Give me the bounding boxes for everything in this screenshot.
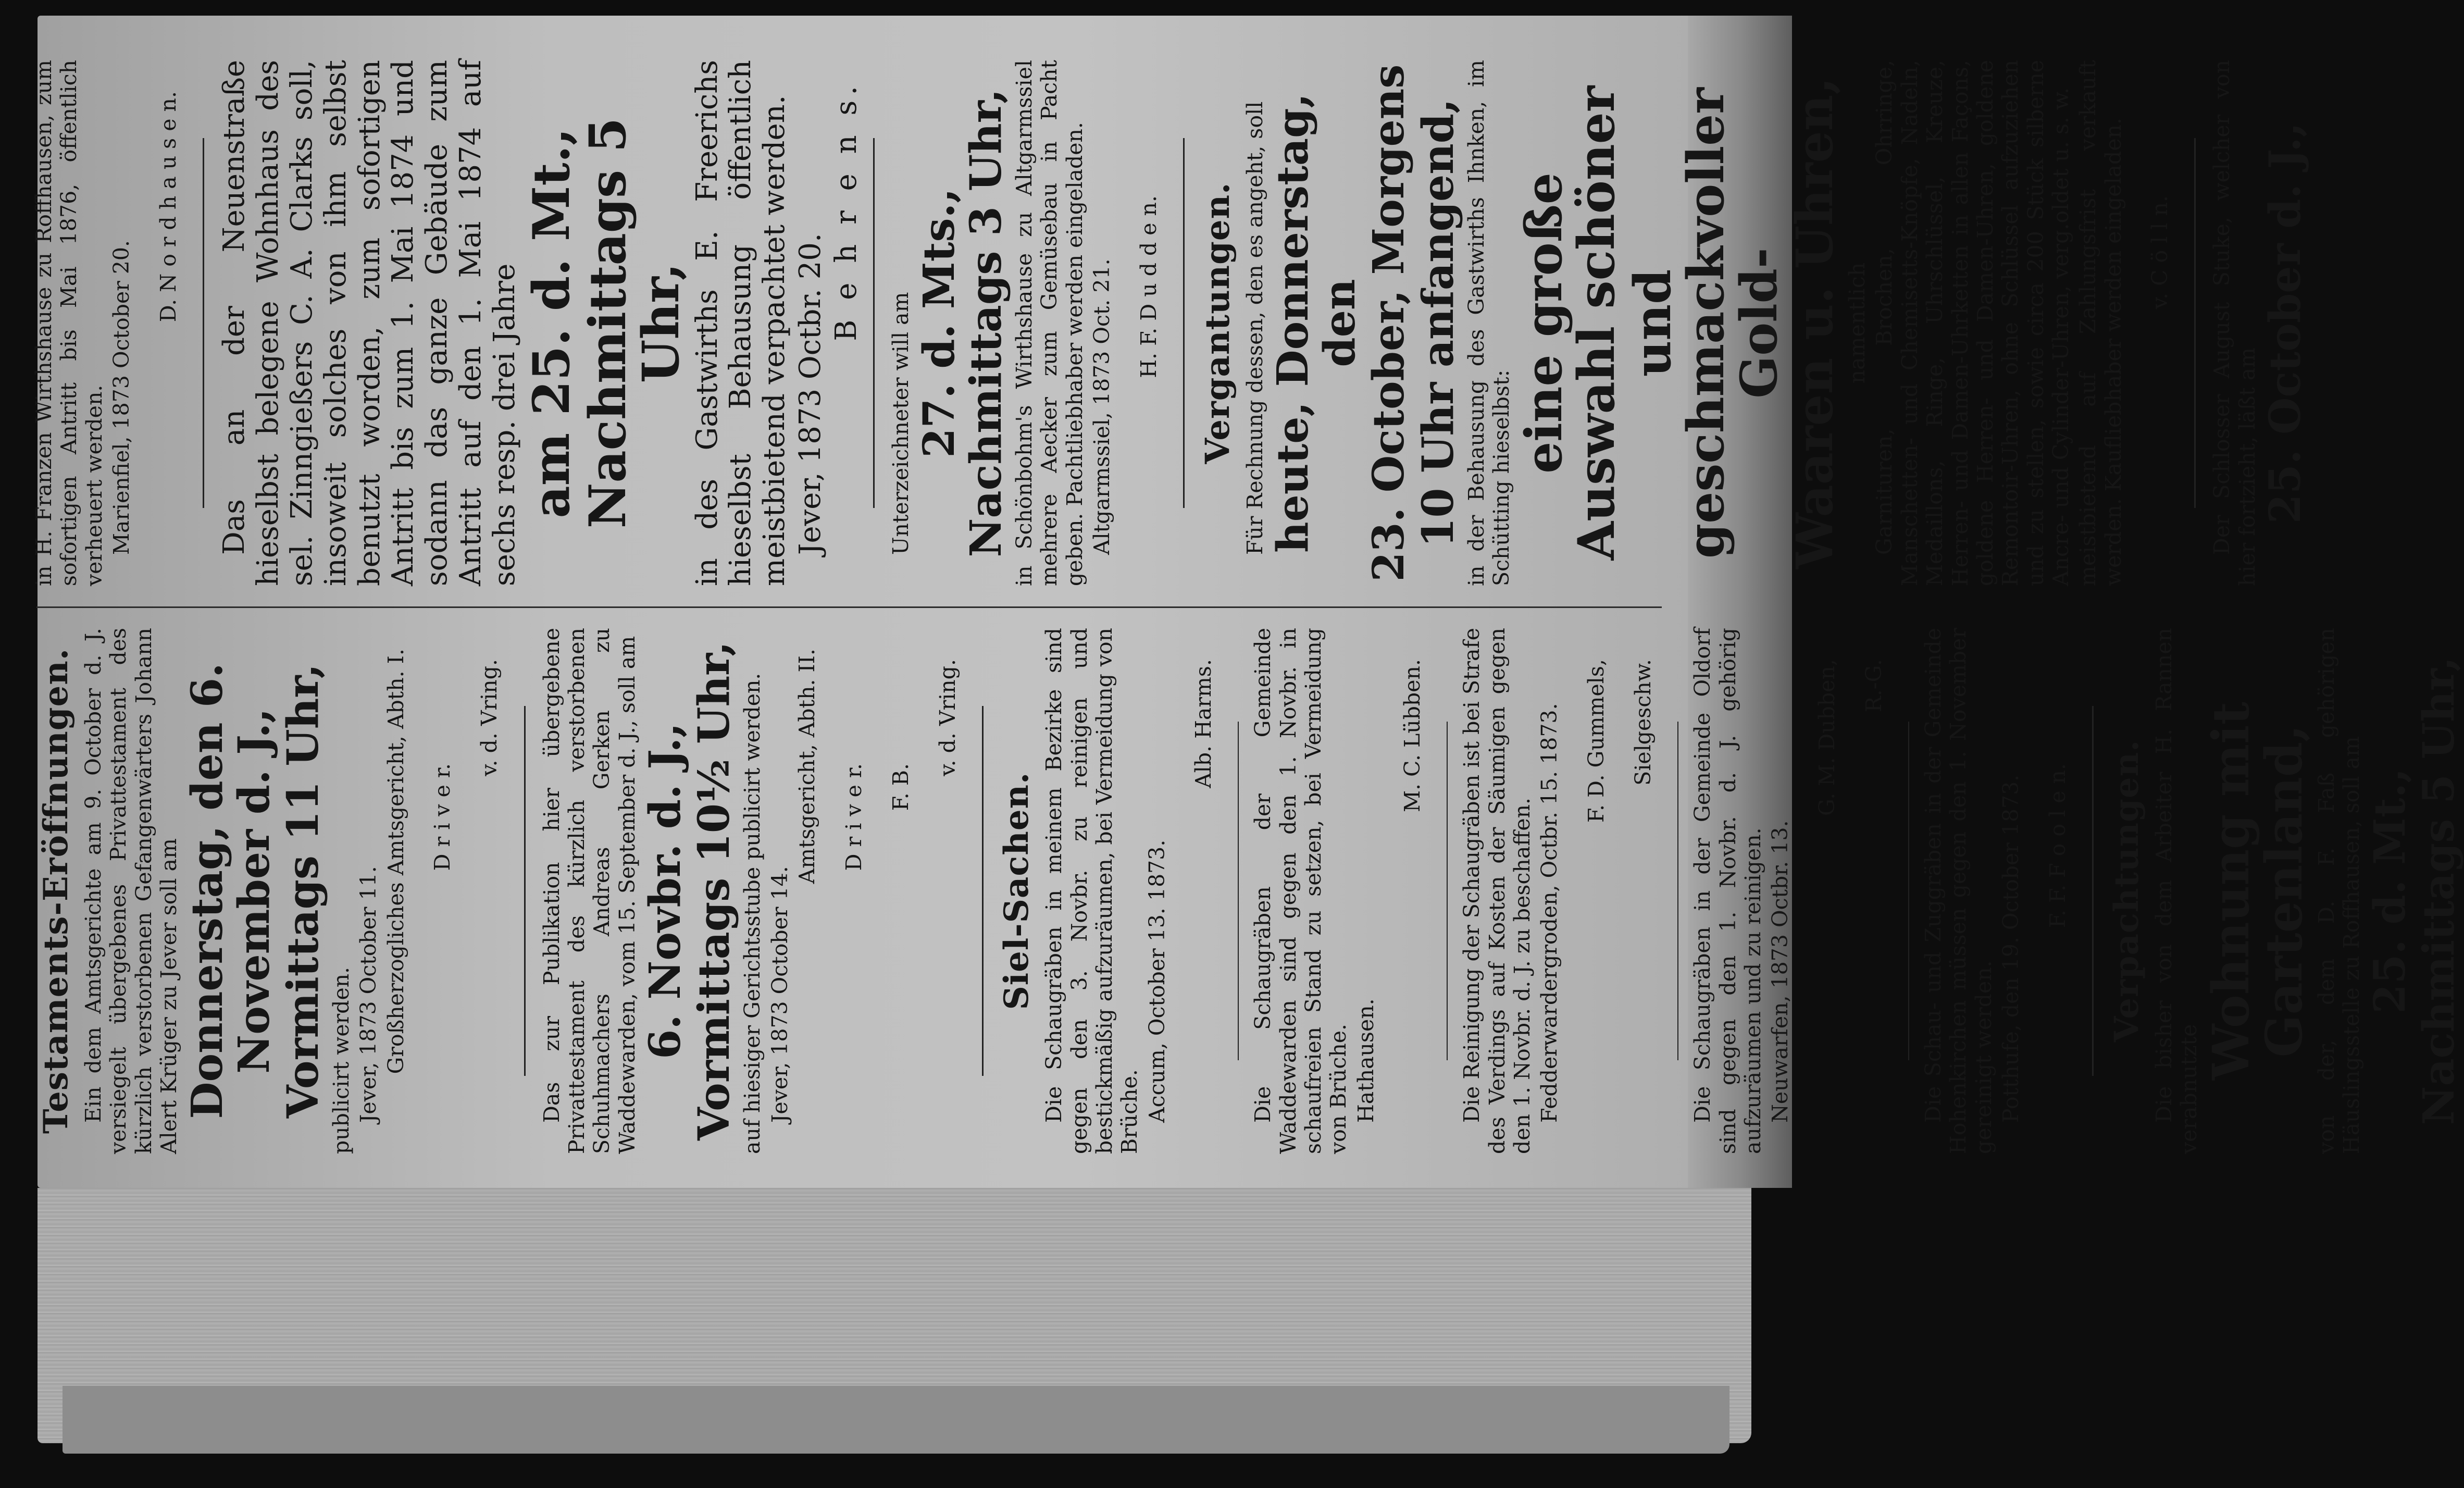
vergantung-body-2: in der Behausung des Gastwirths Ihnken, im Schütting hieselbst:	[1463, 60, 1514, 586]
vergantung-date-line: 23. October, Morgens	[1364, 64, 1414, 582]
divider	[2194, 138, 2196, 508]
wohnhaus-notice	[218, 60, 864, 586]
column-left	[31, 612, 2464, 1164]
aecker-body: in Schönbohm's Wirthshause zu Altgarmssiel mehrere Aecker zum Gemüsebau in Pacht geben. Pachtliebhaber werden eingeladen.	[1012, 60, 1087, 586]
divider	[1447, 722, 1448, 1060]
privat-date: Jever, 1873 October 14.	[767, 866, 792, 1123]
vergantung-goods-line-1: eine große Auswahl schöner	[1514, 85, 1626, 561]
testament-tail: publicirt werden.	[329, 966, 354, 1154]
vergantung-goods-line-2: und geschmackvoller Gold-	[1623, 88, 1788, 559]
verpachtung-body-2: von der, dem D. F. Faß gehörigen Häuslingsstelle zu Roffhausen, soll am	[2313, 628, 2365, 1154]
schlosser-body: Der Schlosser August Stuke, welcher von hier fortzieht, läßt am	[2209, 60, 2260, 586]
privat-testament-notice	[539, 628, 961, 1154]
vergantung-tail: meistbietend auf Zahlungsfrist verkauft werden. Kaufliebhaber werden eingeladen.	[2075, 60, 2126, 586]
privat-time-line: Vormittags 10½ Uhr,	[689, 641, 740, 1140]
divider	[873, 138, 875, 508]
verpachtung-date-line: 25. d. Mt.,	[2365, 768, 2415, 1014]
privat-body: Das zur Publikation hier übergebene Privattestament des kürzlich verstorbenen Schuhmachers Andreas Gerken zu Waddewarden, vom 15. September d. J., soll am	[539, 628, 640, 1154]
verpachtung-heading: Verpachtungen.	[2107, 739, 2146, 1043]
column-rule	[36, 606, 1662, 608]
siel-notice-1-date: Accum, October 13. 1873.	[1144, 839, 1169, 1123]
siel-notice-1-body: Die Schaugräben in meinem Bezirke sind gegen den 3. Novbr. zu reinigen und bestickmäßig aufzuräumen, bei Vermeidung von Brüche.	[1041, 628, 1142, 1154]
privat-date-line: 6. Novbr. d. J.,	[640, 723, 691, 1059]
verpachtung-time-line: Nachmittags 5 Uhr,	[2413, 656, 2464, 1125]
verpachtung-notice	[2107, 628, 2462, 1154]
testament-signer: D r i v e r.	[430, 763, 455, 871]
testament-authority: Großherzogliches Amtsgericht, Abth. I.	[383, 649, 408, 1074]
testament-body: Ein dem Amtsgerichte am 9. October d. J. versiegelt übergebenes Privattestament des kürzlich verstorbenen Gefangenwärters Johann Alert Krüger zu Jever soll am	[81, 628, 182, 1154]
siel-notice-2-body: Die Schaugräben der Gemeinde Waddewarden sind gegen den 1. Novbr. in schaufreien Stand zu setzen, bei Vermeidung von Brüche.	[1250, 628, 1351, 1154]
verheuerung-body: in H. Franzen Wirthshause zu Roffhausen, zum sofortigen Antritt bis Mai 1876, öffentlich verheuert werden.	[31, 60, 107, 586]
wohnhaus-date-line: am 25. d. Mt.,	[522, 128, 581, 518]
aecker-date-line: 27. d. Mts., Nachmittags 3 Uhr,	[914, 89, 1011, 557]
testament-date-line: Donnerstag, den 6. November d. J.,	[182, 663, 279, 1119]
vergantung-namentlich: namentlich	[1845, 262, 1870, 384]
siel-heading: Siel-Sachen.	[997, 772, 1037, 1010]
privat-signer2: v. d. Vring.	[935, 659, 960, 776]
siel-notice-4-signer2: R.-G.	[1861, 659, 1886, 713]
verpachtung-body-1: Die bisher von dem Arbeiter H. Rannen verabnutzte	[2151, 628, 2202, 1154]
vergantung-time-line: 10 Uhr anfangend,	[1413, 98, 1463, 548]
vergantung-day-line: heute, Donnerstag, den	[1268, 93, 1365, 553]
vergantung-goods-line-3: Waaren u. Uhren,	[1785, 77, 1845, 569]
aecker-notice	[888, 60, 1161, 586]
siel-notice-3-body: Die Reinigung der Schaugräben ist bei Strafe des Verdings auf Kosten der Säumigen gegen den 1. Novbr. d. J. zu beschaffen.	[1459, 628, 1535, 1154]
siel-notice-3-signer2: Sielgeschw.	[1630, 659, 1656, 786]
divider	[524, 706, 526, 1076]
siel-notice-2-place: Hathausen.	[1353, 998, 1378, 1123]
divider	[2092, 706, 2094, 1076]
privat-signer: D r i v e r.	[841, 763, 866, 871]
testament-signer2: v. d. Vring.	[477, 659, 502, 776]
verheuerung-signer: D. N o r d h a u s e n.	[155, 91, 181, 323]
divider	[1908, 722, 1909, 1060]
testament-notice	[36, 628, 503, 1154]
divider	[1183, 138, 1185, 508]
aecker-intro: Unterzeichneter will am	[888, 292, 914, 555]
wohnhaus-time-line: Nachmittags 5 Uhr,	[578, 117, 690, 529]
newspaper-page	[31, 49, 2464, 1164]
vergantung-signer: v. C ö l l n.	[2147, 195, 2173, 309]
aecker-date: Altgarmssiel, 1873 Oct. 21.	[1089, 258, 1115, 555]
wohnhaus-date: Jever, 1873 Octbr. 20.	[793, 233, 828, 555]
divider	[1238, 722, 1239, 1060]
vergantung-list: Garnituren, Brochen, Ohrringe, Manschetten- und Chemisetts-Knöpfe, Nadeln, Medaillons, Ringe, Uhrschlüssel, Kreuze, Herren- und Damen-Uhrketten in allen Façons, goldene Herren- und Damen-Uhren, goldene Remontoir-Uhren, ohne Schlüssel aufzuziehen und zu stellen, sowie circa 200 Stück silberne Ancre- und Cylinder-Uhren, verg.oldet u. s. w.	[1872, 60, 2074, 586]
siel-notice-5-signer: F. F. F o o l e n.	[2045, 763, 2070, 928]
vergantung-body-1: Für Rechnung dessen, den es angeht, soll	[1242, 101, 1267, 555]
verpachtung-object: Wohnung mit Gartenland,	[2201, 701, 2314, 1081]
siel-notice-4-date: Neuwarfen, 1873 Octbr. 13.	[1768, 820, 1793, 1123]
vergantung-notice	[1198, 60, 2173, 586]
siel-notice-3-signer: F. D. Gummels,	[1583, 659, 1609, 823]
siel-notice-2-signer: M. C. Lübben.	[1400, 659, 1425, 812]
divider	[982, 706, 984, 1076]
siel-notice-5-body: Die Schau- und Zuggräben in der Gemeinde Hohenkirchen müssen gegen den 1. November gereinigt werden.	[1921, 628, 1996, 1154]
siel-notice-5-date: Potthufe, den 19. October 1873.	[1998, 774, 2024, 1123]
testament-time-line: Vormittags 11 Uhr,	[278, 663, 328, 1119]
siel-notice-3-date: Fedderwardergroden, Octbr. 15. 1873.	[1537, 703, 1562, 1123]
book-base	[63, 1386, 1729, 1454]
siel-notice-1-signer: Alb. Harms.	[1191, 659, 1216, 788]
siel-notice-4-signer: G. M. Dubben,	[1814, 659, 1839, 816]
verheuerung-tail	[31, 60, 181, 586]
divider	[1677, 722, 1678, 1060]
divider	[203, 138, 204, 508]
testament-heading: Testaments-Eröffnungen.	[36, 648, 76, 1134]
column-right	[31, 49, 2311, 602]
wohnhaus-signer: B e h r e n s.	[829, 81, 864, 341]
privat-tail: auf hiesiger Gerichtsstube publicirt werden.	[740, 673, 765, 1154]
siel-notice-4-body: Die Schaugräben in der Gemeinde Oldorf sind gegen den 1. Novbr. d. J. gehörig aufzuräumen und zu reinigen.	[1690, 628, 1765, 1154]
testament-date: Jever, 1873 October 11.	[356, 866, 381, 1123]
schlosser-notice	[2209, 60, 2309, 586]
privat-authority: Amtsgericht, Abth. II.	[794, 649, 820, 884]
vergantung-heading: Vergantungen.	[1198, 182, 1237, 464]
privat-signer-initials: F. B.	[888, 763, 913, 811]
verheuerung-date: Marienfiel, 1873 October 20.	[109, 240, 134, 555]
wohnhaus-body-2: in des Gastwirths E. Freerichs hieselbst Behausung öffentlich meistbietend verpachtet werden.	[690, 60, 792, 586]
wohnhaus-body: Das an der Neuenstraße hieselbst belegene Wohnhaus des sel. Zinngießers C. A. Clarks soll, insoweit solches von ihm selbst benutzt worden, zum sofortigen Antritt bis zum 1. Mai 1874 und sodann das ganze Gebäude zum Antritt auf den 1. Mai 1874 auf sechs resp. drei Jahre	[217, 60, 522, 586]
schlosser-date-line: 25. October d. J.,	[2260, 122, 2311, 524]
siel-section	[997, 628, 2071, 1154]
aecker-signer: H. F. D u d d e n.	[1136, 195, 1161, 378]
